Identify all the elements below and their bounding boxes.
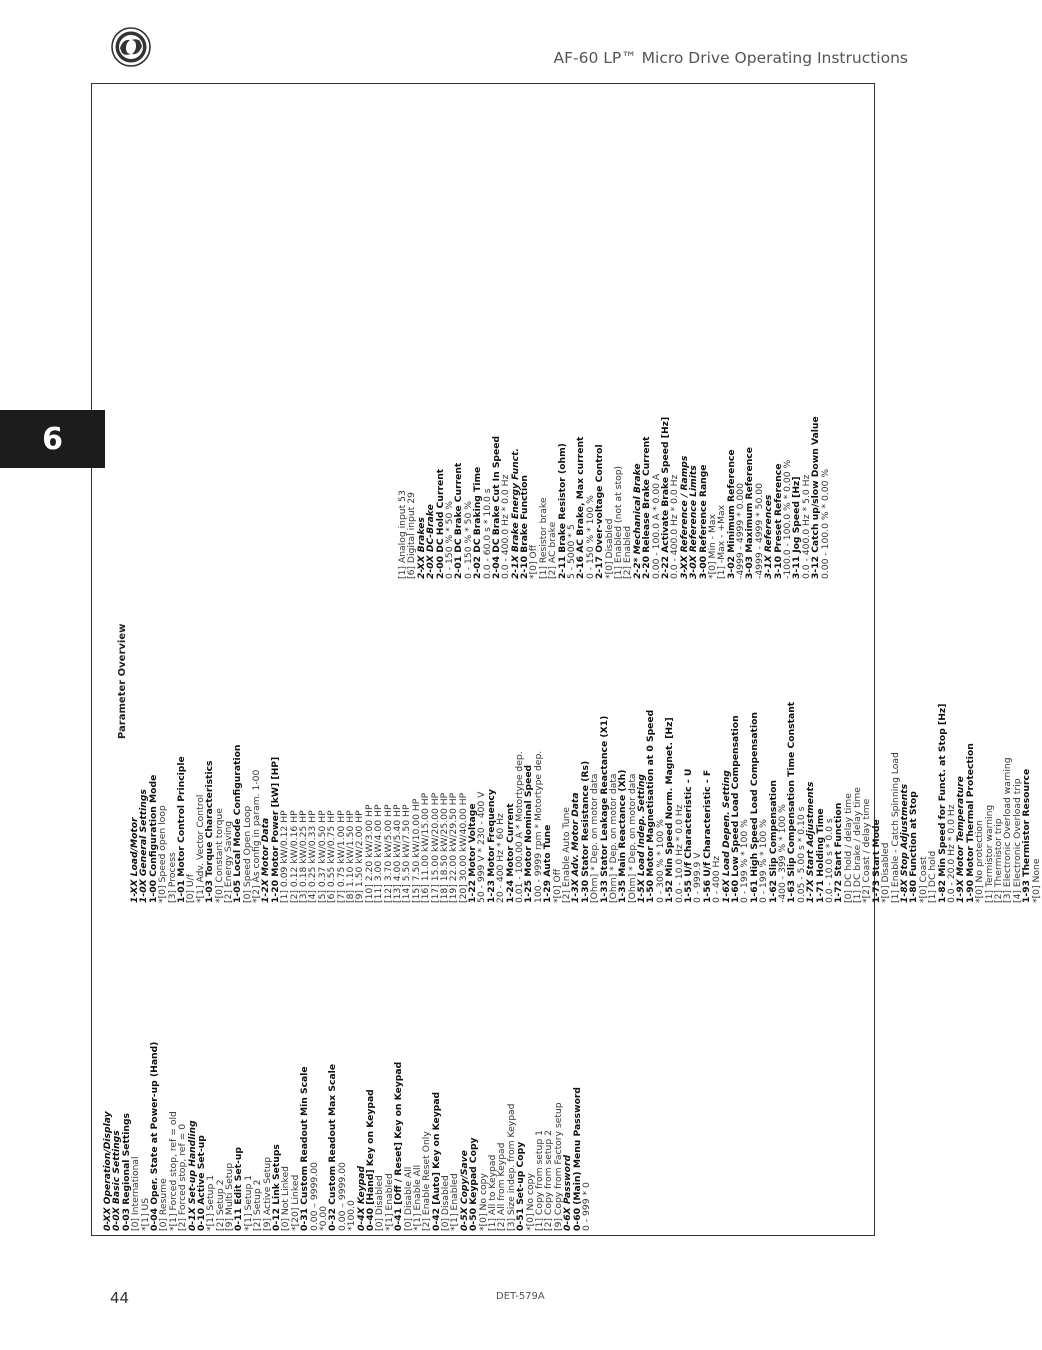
parameter-line: [2] All from Keypad (496, 1142, 508, 1231)
parameter-line: [1] All to Keypad (487, 1154, 499, 1231)
parameter-line: *[0] No protection (974, 820, 986, 903)
parameter-line: 0 - 999.9 V (692, 852, 704, 903)
parameter-line: 3-0X Reference Limits (688, 465, 700, 579)
parameter-line: 1-50 Motor Magnetisation at 0 Speed (645, 709, 657, 903)
parameter-line: 1-7X Start Adjustments (805, 781, 817, 903)
parameter-line: [2] Thermistor trip (992, 818, 1004, 903)
parameter-line: 0 - 199 % * 100 % (758, 819, 770, 903)
parameter-line: 1-23 Motor Frequency (485, 789, 497, 903)
parameter-line: 2-01 DC Brake Current (453, 462, 465, 579)
parameter-line: 0.0 - 400.0 Hz * 0.0 Hz (669, 474, 681, 579)
parameter-line: 2-1X Brake Energy Funct. (509, 448, 521, 579)
parameter-line: [0] Disabled (440, 1175, 452, 1231)
parameter-line: -4999 - 4999 * 0.000 (735, 483, 747, 579)
parameter-line: 0 - 199 % * 100 % (739, 819, 751, 903)
parameter-line: [0] International (130, 1156, 142, 1231)
parameter-line: 0-0X Basic Settings (111, 1130, 123, 1231)
parameter-line: *[0] Off (551, 868, 563, 903)
parameter-line: [4] 0.25 kW/0.33 HP (307, 810, 319, 903)
parameter-line: [1] DC brake / delay time (852, 787, 864, 903)
parameter-line: 0-40 [Hand] Key on Keypad (364, 1089, 376, 1231)
parameter-line: *[1] Enabled (383, 1173, 395, 1231)
parameter-line: 1-62 Slip Compensation (767, 780, 779, 903)
parameter-line: 1-6X Load Depen. Setting (720, 770, 732, 903)
parameter-line: *[0] Coast (917, 856, 929, 903)
parameter-line: 1-03 Torque Characteristics (204, 760, 216, 903)
parameter-line: [1] Termistor warning (983, 804, 995, 903)
parameter-line: *[0] No copy (477, 1173, 489, 1231)
parameter-line: 0.00 - 100.0 A * 0.00 A (650, 473, 662, 579)
parameter-line: *[0] No copy (524, 1173, 536, 1231)
parameter-line: 0-6X Password (562, 1154, 574, 1231)
parameter-line: [1] Enable - Catch Spinning Load (889, 752, 901, 903)
parameter-line: [6] 0.55 kW/0.75 HP (326, 810, 338, 903)
parameter-line: [2] Copy from setup 2 (543, 1130, 555, 1231)
parameter-line: 0.00 - 100.0 % * 0.00 % (819, 468, 831, 579)
parameter-line: 1-73 Start Mode (870, 819, 882, 903)
parameter-line: [2] Setup 2 (214, 1179, 226, 1231)
parameter-line: 0 - 300 % * 100 % (654, 819, 666, 903)
parameter-line: 0.0 - 20.0 Hz * 0.0 Hz (945, 804, 957, 903)
parameter-line: 20 - 400 Hz * 60 Hz (495, 813, 507, 903)
parameter-line: [3] Process (166, 852, 178, 903)
parameter-line: *[1] US (139, 1197, 151, 1231)
parameter-line: [4] Electronic Overload trip (1011, 778, 1023, 903)
parameter-line: 2-XX Brakes (415, 517, 427, 579)
parameter-line: 0 - 150 % * 50 % (462, 501, 474, 579)
parameter-line: [Ohm] * Dep. on motor data (626, 773, 638, 903)
parameter-line: [18] 18.50 kW/25.00 HP (438, 792, 450, 903)
parameter-line: *100.0 (346, 1200, 358, 1231)
parameter-line: [2] AC brake (547, 521, 559, 579)
document-title: AF-60 LP™ Micro Drive Operating Instructions (553, 49, 908, 67)
parameter-line: 0 - 150 % * 100 % (584, 495, 596, 579)
parameter-line: 1-0X General Settings (138, 789, 150, 903)
parameter-line: *[0] Speed open loop (157, 805, 169, 903)
parameter-line: 0.01 - 100.00 A * Motortype dep. (514, 751, 526, 903)
parameter-line: 1-35 Main Reactance (Xh) (617, 769, 629, 903)
parameter-line: [0] Resume (158, 1178, 170, 1231)
parameter-line: [0] Disabled (374, 1175, 386, 1231)
parameter-line: 1-9X Motor Temperature (955, 776, 967, 903)
parameter-line: *[20] Linked (289, 1174, 301, 1231)
parameter-line: 0.0 - 400.0 Hz * 5.0 Hz (800, 474, 812, 579)
parameter-line: 1-71 Holding Time (814, 808, 826, 903)
parameter-line: [0] Not Linked (280, 1166, 292, 1231)
parameter-line: [1] DC hold (927, 850, 939, 903)
page-number: 44 (110, 1289, 130, 1307)
parameter-line: [1] Analog input 53 (397, 490, 408, 579)
parameter-line: 3-03 Maximum Reference (744, 446, 756, 579)
parameter-line: 100 - 9999 rpm * Motortype dep. (532, 750, 544, 903)
parameter-line: 1-3X Adv. Motor Data (570, 792, 582, 903)
parameter-line: 2-22 Activate Brake Speed [Hz] (659, 416, 671, 579)
parameter-line: *[1] Setup 1 (205, 1174, 217, 1231)
ge-logo-icon (111, 27, 151, 67)
parameter-line: [9] 1.50 kW/2.00 HP (354, 810, 366, 903)
parameter-line: [0] U/f (185, 874, 197, 903)
parameter-line: [19] 22.00 kW/29.50 HP (448, 792, 460, 903)
parameter-line: [2] Setup 2 (252, 1179, 264, 1231)
parameter-line: 0-4X Keypad (355, 1165, 367, 1231)
parameter-line: [2] Forced stop, ref = 0 (177, 1123, 189, 1231)
parameter-line: 0.00 – 9999.00 (336, 1162, 348, 1231)
parameter-line: 1-05 Local Mode Configuration (232, 744, 244, 903)
column-2 (130, 563, 1041, 903)
parameter-line: [1] 0.09 kW/0.12 HP (279, 810, 291, 903)
parameter-line: 1-93 Thermistor Resource (1021, 768, 1033, 903)
parameter-line: 0-50 Keypad Copy (468, 1137, 480, 1231)
parameter-line: [10] 2.20 kW/3.00 HP (363, 804, 375, 903)
parameter-line: 1-61 High Speed Load Compensation (748, 712, 760, 903)
parameter-line: *[0] Disabled (603, 518, 615, 579)
parameter-line: [3] 0.18 kW/0.25 HP (298, 810, 310, 903)
parameter-line: [2] Enabled (622, 525, 634, 579)
parameter-line: 1-22 Motor Voltage (467, 803, 479, 903)
parameter-line: [0] Speed Open Loop (241, 805, 253, 903)
parameter-line: 2-02 DC Braking Time (472, 466, 484, 579)
parameter-line: 1-29 Auto Tune (542, 824, 554, 903)
parameter-line: 0.0 - 10.0 Hz * 0.0 Hz (673, 804, 685, 903)
column-1 (103, 891, 591, 1231)
parameter-line: [0] DC hold / delay time (842, 793, 854, 903)
parameter-line: [11] 3.00 kW/4.00 HP (373, 804, 385, 903)
parameter-line: *[0] Constant torque (213, 808, 225, 903)
parameter-line: *[2] Coast / delay time (861, 798, 873, 903)
parameter-line: [7] 0.75 kW/1.00 HP (335, 810, 347, 903)
parameter-line: [13] 4.00 kW/5.40 HP (391, 804, 403, 903)
parameter-line: -400 - 399 % * 100 % (776, 804, 788, 903)
parameter-line: 0-5X Copy/Save (458, 1150, 470, 1231)
parameter-line: [20] 30.00 kW/40.00 HP (457, 792, 469, 903)
parameter-line: 0.00 – 9999.00 (308, 1162, 320, 1231)
parameter-line: 5 - 5000 * 5 (566, 524, 578, 579)
parameter-line: *[1] Enabled (449, 1173, 461, 1231)
parameter-line: 0-XX Operation/Display (102, 1111, 113, 1231)
parameter-line: *[0] Min - Max (706, 514, 718, 579)
parameter-line: 0-31 Custom Readout Min Scale (299, 1066, 311, 1231)
parameter-line: 1-60 Low Speed Load Compensation (730, 715, 741, 903)
parameter-line: 3-00 Reference Range (697, 464, 709, 579)
parameter-line: 3-02 Minimum Reference (725, 449, 737, 579)
parameter-line: 1-20 Motor Power [kW] [HP] (269, 756, 281, 903)
parameter-line: [3] Size indep. from Keypad (505, 1103, 517, 1231)
parameter-line: [2] 0.12 kW/0.16 HP (288, 810, 300, 903)
parameter-line: -4999 - 4999 * 50.00 (753, 483, 765, 579)
parameter-line: [2] Enable Reset Only (421, 1131, 433, 1231)
parameter-line: *[1] Setup 1 (242, 1174, 254, 1231)
parameter-line: 2-10 Brake Function (519, 475, 531, 579)
parameter-line: *[0] Disabled (880, 842, 892, 903)
parameter-line: 0-10 Active Set-up (195, 1135, 207, 1231)
chapter-tab: 6 (0, 410, 105, 468)
parameter-line: 1-90 Motor Thermal Protection (964, 743, 976, 903)
parameter-line: 0-03 Regional Settings (120, 1113, 132, 1231)
parameter-line: 2-00 DC Hold Current (434, 468, 446, 579)
parameter-line: 1-30 Stator Resistance (Rs) (579, 760, 591, 903)
parameter-line: 1-25 Motor Nominal Speed (523, 764, 535, 903)
parameter-line: *[2] As config in param. 1-00 (251, 769, 263, 903)
parameter-line: [Ohm] * Dep. on motor data (589, 773, 601, 903)
parameter-line: [0] Disable All (402, 1166, 414, 1231)
parameter-line: *[1] Forced stop, ref = old (167, 1111, 179, 1231)
parameter-line: *[1] Enable All (411, 1164, 423, 1231)
parameter-line: [9] Active Setup (261, 1156, 273, 1231)
parameter-line: 1-24 Motor Current (504, 803, 516, 903)
parameter-line: 0 - 150 % * 50 % (443, 501, 455, 579)
parameter-line: 0-42 [Auto] Key on Keypad (430, 1091, 442, 1231)
parameter-line: 0-60 (Main) Menu Password (571, 1086, 583, 1231)
parameter-line: [8] 1.10 kW/1.50 HP (344, 810, 356, 903)
parameter-line: 3-11 Jog Speed [Hz] (791, 476, 803, 579)
parameter-line: 3-12 Catch up/slow Down Value (810, 416, 822, 579)
parameter-line: [9] Multi Setup (224, 1162, 236, 1231)
parameter-line: 1-2X Motor Data (260, 817, 272, 903)
parameter-line: 1-5X Load Indep. Setting (636, 774, 648, 903)
parameter-line: 50 - 999 V * 230 - 400 V (476, 791, 488, 903)
parameter-line: [1] -Max - +Max (716, 504, 728, 579)
parameter-line: 0-41 [Off / Reset] Key on Keypad (393, 1061, 405, 1231)
parameter-line: [3] Electronic Overload warning (1002, 757, 1014, 903)
parameter-line: [9] Copy from Factory setup (552, 1102, 564, 1231)
parameter-line: 0 - 400 Hz (711, 855, 723, 903)
parameter-line: 0 - 999 * 0 (580, 1182, 592, 1231)
parameter-line: 0-11 Edit Set-up (233, 1147, 245, 1231)
parameter-line: *[0] Off (528, 544, 540, 579)
parameter-line: 1-55 U/f Characteristic - U (683, 768, 695, 903)
parameter-line: 2-20 Release Brake Current (641, 436, 653, 579)
parameter-line: 2-11 Brake Resistor (ohm) (556, 443, 568, 579)
section-title: Parameter Overview (117, 623, 128, 739)
parameter-line: 1-80 Function at Stop (908, 791, 920, 903)
parameter-line: [15] 7.50 kW/10.00 HP (410, 798, 422, 903)
parameter-line: 2-2* Mechanical Brake (631, 463, 643, 579)
parameter-line: [Ohm] * Dep. on motor data (607, 773, 619, 903)
parameter-line: 2-04 DC Brake Cut In Speed (490, 435, 502, 579)
parameter-line: 0-32 Custom Readout Max Scale (327, 1063, 339, 1231)
parameter-line: 1-00 Configuration Mode (147, 774, 159, 903)
parameter-line: *[0] None (1030, 858, 1042, 903)
parameter-line: [6] Digital input 29 (406, 492, 418, 579)
parameter-line: 3-XX Reference / Ramps (678, 455, 690, 579)
parameter-line: 1-XX Load/Motor (129, 817, 140, 903)
parameter-line: 0-51 Set-up Copy (515, 1141, 527, 1231)
parameter-line: 0.0 - 400.0 Hz * 0.0 Hz (500, 474, 512, 579)
parameter-line: [2] Energy Saving (222, 820, 234, 903)
parameter-line: [1] Resistor brake (537, 497, 549, 579)
parameter-line: [14] 5.50 kW/7.50 HP (401, 804, 413, 903)
parameter-line: 2-0X DC-Brake (425, 504, 437, 579)
parameter-line: 1-72 Start Function (833, 802, 845, 903)
parameter-line: 1-33 Stator Leakage Reactance (X1) (598, 715, 610, 903)
parameter-line: 1-82 Min Speed for Funct. at Stop [Hz] (936, 703, 948, 903)
column-3 (398, 239, 830, 579)
parameter-line: 1-01 Motor Control Principle (175, 756, 187, 903)
parameter-line: 2-16 AC Brake, Max current (575, 436, 587, 579)
parameter-line: [5] 0.37 kW/0.50 HP (316, 810, 328, 903)
parameter-line: [1] Copy from setup 1 (533, 1130, 545, 1231)
parameter-line: 1-8X Stop Adjustments (899, 783, 911, 903)
document-code: DET-579A (496, 1291, 545, 1302)
parameter-line: 1-52 Min Speed Norm. Magnet. [Hz] (664, 717, 676, 903)
parameter-line: 1-63 Slip Compensation Time Constant (786, 701, 798, 903)
parameter-line: *0.00 (317, 1205, 329, 1231)
parameter-line: 1-56 U/f Characteristic - F (701, 769, 713, 903)
parameter-overview (98, 111, 1042, 1236)
parameter-line: 0.05 - 5.00 s * 0.10 s (795, 806, 807, 903)
parameter-line: [2] Enable Auto Tune (560, 807, 572, 903)
parameter-line: 0-12 Link Setups (271, 1144, 283, 1231)
parameter-line: 0-1X Set-up Handling (186, 1120, 198, 1231)
parameter-line: 2-17 Over-voltage Control (594, 444, 606, 579)
parameter-line: -100.0 - 100.0 % * 0.00 % (782, 459, 794, 579)
parameter-line: 0-04 Oper. State at Power-up (Hand) (148, 1041, 160, 1231)
parameter-line: 0.0 - 60.0 s * 10.0 s (481, 488, 493, 579)
parameter-line: *[1] Adv. Vector Control (194, 794, 206, 903)
parameter-line: [16] 11.00 kW/15.00 HP (420, 792, 432, 903)
parameter-line: [12] 3.70 kW/5.00 HP (382, 804, 394, 903)
parameter-line: [17] 15.00 kW/20.00 HP (429, 792, 441, 903)
parameter-line: 3-1X References (763, 494, 775, 579)
parameter-line: 3-10 Preset Reference (772, 463, 784, 579)
parameter-line: 0.0 - 10.0 s * 0.0 s (823, 818, 835, 903)
parameter-line: [1] Enabled (not at stop) (612, 465, 624, 579)
